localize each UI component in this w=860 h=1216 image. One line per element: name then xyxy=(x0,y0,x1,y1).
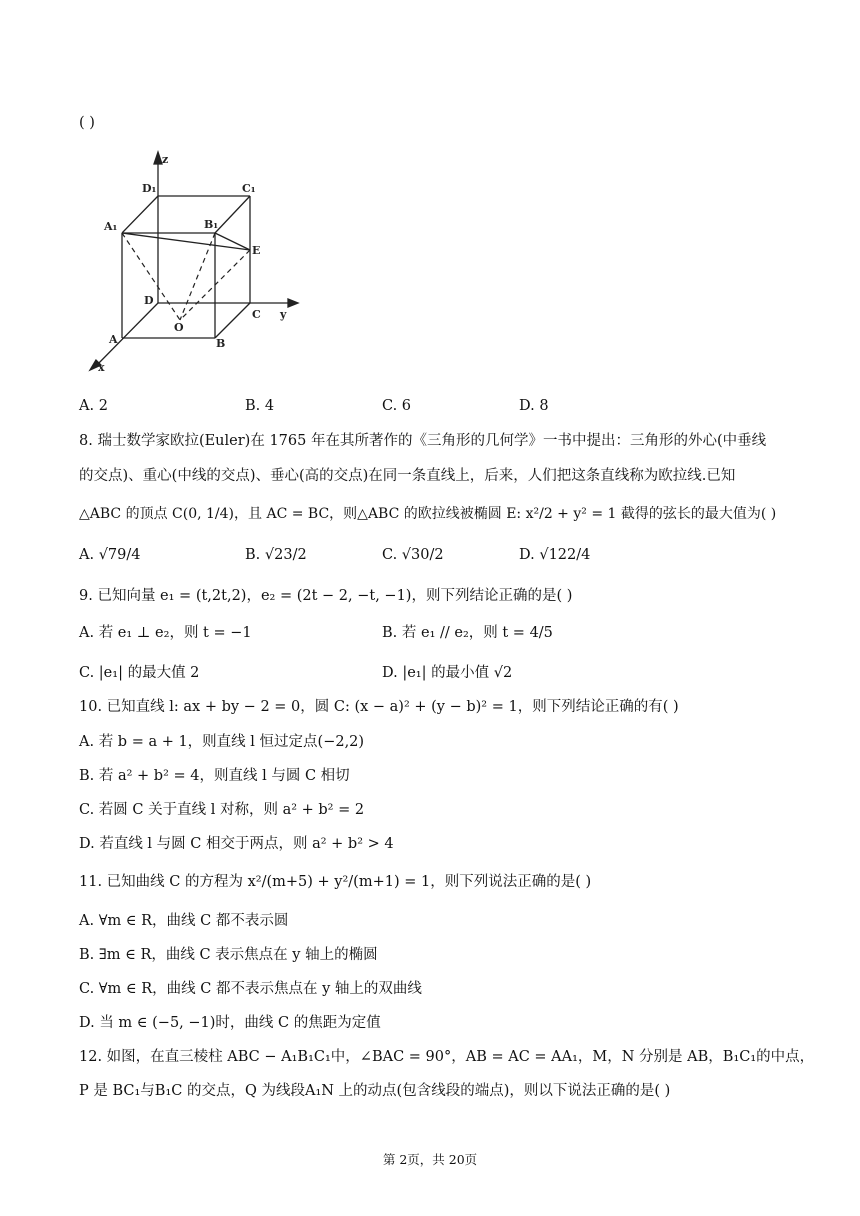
q12-line-2: P 是 BC₁与B₁C 的交点，Q 为线段A₁N 上的动点(包含线段的端点)，则以下说法正确的是( ) xyxy=(79,1083,671,1099)
q8-option-c: C. √30/2 xyxy=(382,547,444,563)
label-D: D xyxy=(144,294,154,307)
q10-option-d: D. 若直线 l 与圆 C 相交于两点，则 a² + b² > 4 xyxy=(79,836,394,852)
q9-option-d: D. |e₁| 的最小值 √2 xyxy=(382,665,513,681)
label-x: x xyxy=(98,361,105,374)
page-footer: 第 2页，共 20页 xyxy=(382,1152,478,1167)
q8-option-a: A. √79/4 xyxy=(79,547,141,563)
q8-option-d: D. √122/4 xyxy=(519,547,591,563)
q7-option-c: C. 6 xyxy=(382,398,412,414)
q10-option-b: B. 若 a² + b² = 4，则直线 l 与圆 C 相切 xyxy=(79,768,350,784)
q10-option-a: A. 若 b = a + 1，则直线 l 恒过定点(−2,2) xyxy=(79,734,365,750)
q8-line-2: 的交点)、重心(中线的交点)、垂心(高的交点)在同一条直线上，后来，人们把这条直线称为欧拉线.已知 xyxy=(79,468,736,484)
q11-stem: 11. 已知曲线 C 的方程为 x²/(m+5) + y²/(m+1) = 1，则下列说法正确的是( ) xyxy=(79,874,592,890)
q9-option-b: B. 若 e₁ // e₂，则 t = 4/5 xyxy=(382,625,553,641)
label-A1: A₁ xyxy=(104,220,118,233)
cube-figure xyxy=(82,148,308,376)
q9-stem: 9. 已知向量 e₁ = (t,2t,2)，e₂ = (2t − 2, −t, −1)，则下列结论正确的是( ) xyxy=(79,588,573,604)
q12-line-1: 12. 如图，在直三棱柱 ABC − A₁B₁C₁中，∠BAC = 90°，AB = AC = AA₁，M，N 分别是 AB，B₁C₁的中点， xyxy=(79,1049,815,1065)
label-B1: B₁ xyxy=(204,218,219,231)
z-arrow xyxy=(154,152,162,164)
q10-stem: 10. 已知直线 l: ax + by − 2 = 0，圆 C: (x − a)² + (y − b)² = 1，则下列结论正确的有( ) xyxy=(79,699,679,715)
q8-line-1: 8. 瑞士数学家欧拉(Euler)在 1765 年在其所著作的《三角形的几何学》一书中提出：三角形的外心(中垂线 xyxy=(79,433,767,449)
q11-option-b: B. ∃m ∈ R，曲线 C 表示焦点在 y 轴上的椭圆 xyxy=(79,947,378,963)
q9-option-a: A. 若 e₁ ⊥ e₂，则 t = −1 xyxy=(79,625,252,641)
label-C1: C₁ xyxy=(242,182,256,195)
q10-option-c: C. 若圆 C 关于直线 l 对称，则 a² + b² = 2 xyxy=(79,802,365,818)
q8-line-3: △ABC 的顶点 C(0, 1/4)，且 AC = BC，则△ABC 的欧拉线被椭圆 E: x²/2 + y² = 1 截得的弦长的最大值为( ) xyxy=(79,506,777,522)
q11-option-a: A. ∀m ∈ R，曲线 C 都不表示圆 xyxy=(79,913,289,929)
label-B: B xyxy=(216,337,226,350)
q11-option-d: D. 当 m ∈ (−5, −1)时，曲线 C 的焦距为定值 xyxy=(79,1015,381,1031)
label-E: E xyxy=(252,244,261,257)
q7-option-b: B. 4 xyxy=(245,398,275,414)
label-A: A xyxy=(109,333,118,346)
q11-option-c: C. ∀m ∈ R，曲线 C 都不表示焦点在 y 轴上的双曲线 xyxy=(79,981,422,997)
q7-option-d: D. 8 xyxy=(519,398,549,414)
label-D1: D₁ xyxy=(142,182,157,195)
q7-option-a: A. 2 xyxy=(79,398,108,414)
q8-option-b: B. √23/2 xyxy=(245,547,307,563)
label-z: z xyxy=(162,153,169,166)
q9-option-c: C. |e₁| 的最大值 2 xyxy=(79,665,200,681)
label-y: y xyxy=(280,308,287,321)
x-axis xyxy=(94,303,158,368)
y-arrow xyxy=(288,299,298,307)
label-O: O xyxy=(174,321,184,334)
label-C: C xyxy=(252,308,261,321)
question-7-paren: ( ) xyxy=(79,115,95,131)
